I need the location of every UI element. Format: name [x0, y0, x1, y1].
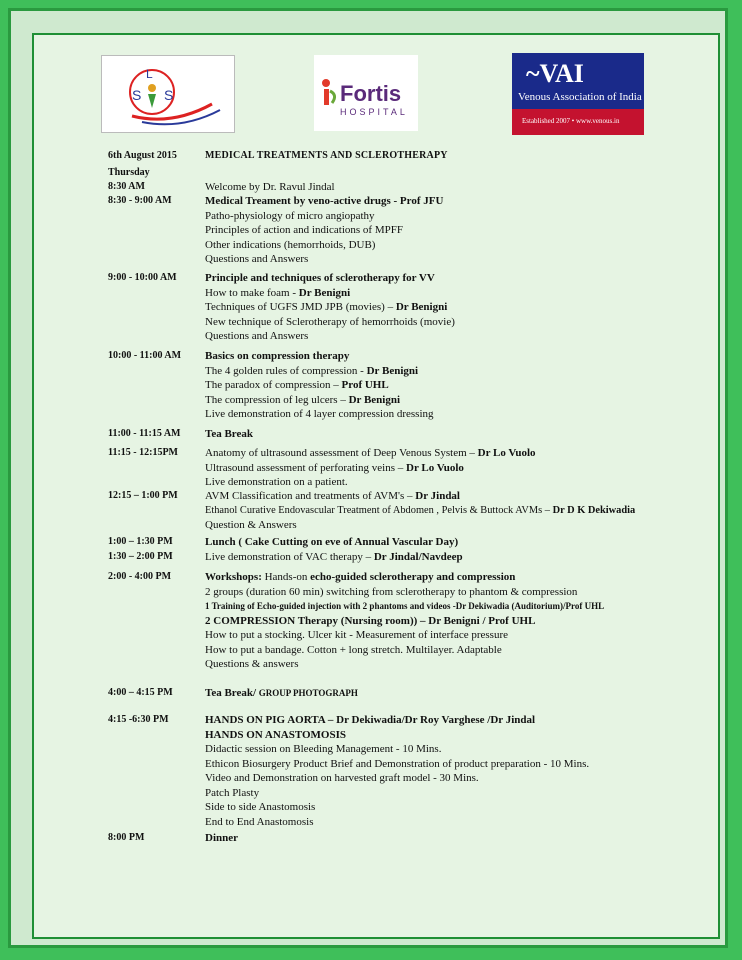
time-slot: 11:15 - 12:15PM [108, 447, 178, 458]
time-slot: 8:30 AM [108, 181, 145, 192]
session-line: Anatomy of ultrasound assessment of Deep Venous System – Dr Lo Vuolo [205, 447, 536, 459]
session-line: Ultrasound assessment of perforating veins – Dr Lo Vuolo [205, 461, 464, 474]
time-slot: 11:00 - 11:15 AM [108, 428, 181, 439]
session-lines [205, 713, 589, 829]
time-slot: 4:00 – 4:15 PM [108, 687, 173, 698]
time-slot: 8:00 PM [108, 832, 145, 843]
fortis-subtitle: HOSPITAL [340, 107, 408, 117]
speaker-name: Dr Benigni [298, 286, 351, 299]
time-slot: 2:00 - 4:00 PM [108, 571, 172, 582]
event-day: Thursday [108, 167, 150, 178]
fortis-logo [314, 55, 418, 131]
session-lines [205, 427, 253, 442]
speaker-name: Dr Lo Vuolo [477, 447, 536, 459]
speaker-name: Dr Benigni [348, 393, 401, 406]
session-line: Question & Answers [205, 519, 297, 531]
time-slot: 1:00 – 1:30 PM [108, 536, 173, 547]
session-heading: Principle and techniques of sclerotherapy for VV [205, 272, 435, 284]
event-date: 6th August 2015 [108, 150, 177, 161]
session-lines [205, 570, 604, 672]
session-lines [205, 535, 458, 550]
session-line: How to make foam - Dr Benigni [205, 286, 351, 299]
speaker-name: Dr Benigni [366, 364, 419, 377]
session-line: Patch Plasty [205, 786, 260, 799]
speaker-name: Dr Lo Vuolo [406, 461, 464, 474]
session-heading: Medical Treament by veno-active drugs - Prof JFU [205, 195, 444, 207]
session-heading: Tea Break/ GROUP PHOTOGRAPH [205, 687, 358, 699]
session-line: New technique of Sclerotherapy of hemorrhoids (movie) [205, 315, 455, 328]
session-line: Questions and Answers [205, 253, 309, 265]
session-line: How to put a stocking. Ulcer kit - Measurement of interface pressure [205, 629, 509, 641]
session-lines [205, 489, 635, 533]
session-line: Patho-physiology of micro angiopathy [205, 209, 375, 222]
vai-name: Venous Association of India [518, 91, 642, 103]
session-line: Questions & answers [205, 658, 299, 670]
page-border [8, 8, 728, 948]
session-heading: Tea Break [205, 428, 253, 440]
session-line: End to End Anastomosis [205, 815, 314, 828]
session-heading: Dinner [205, 832, 238, 844]
fortis-flame-icon [318, 77, 342, 107]
session-line: 1 Training of Echo-guided injection with 2 phantoms and videos -Dr Dekiwadia (Auditorium)/Prof UHL [205, 601, 605, 611]
session-lines [205, 194, 443, 267]
lsis-logo-icon [102, 56, 235, 133]
session-line: Questions and Answers [205, 330, 309, 342]
session-line: 2 COMPRESSION Therapy (Nursing room)) – Dr Benigni / Prof UHL [205, 614, 536, 627]
session-lines [205, 446, 536, 490]
lsis-letter-s1: S [132, 87, 142, 103]
session-lines [205, 180, 335, 195]
session-heading: Basics on compression therapy [205, 350, 350, 362]
session-line: Video and Demonstration on harvested graft model - 30 Mins. [205, 772, 479, 784]
session-line: Principles of action and indications of MPFF [205, 224, 403, 236]
lsis-letter-l: L [146, 67, 153, 81]
speaker-name: Dr D K Dekiwadia [552, 504, 636, 516]
session-lines [205, 349, 434, 422]
time-slot: 1:30 – 2:00 PM [108, 551, 173, 562]
lsis-logo [101, 55, 235, 133]
session-line: AVM Classification and treatments of AVM's – Dr Jindal [205, 490, 460, 502]
session-line: Welcome by Dr. Ravul Jindal [205, 181, 335, 193]
session-line: The paradox of compression – Prof UHL [205, 379, 389, 391]
document-page [32, 33, 720, 939]
time-slot: 12:15 – 1:00 PM [108, 490, 178, 501]
session-lines [205, 686, 358, 701]
vai-established: Established 2007 • www.venous.in [522, 117, 620, 125]
session-line: The compression of leg ulcers – Dr Benigni [205, 393, 401, 406]
session-lines [205, 831, 238, 846]
session-line: 2 groups (duration 60 min) switching from sclerotherapy to phantom & compression [205, 585, 578, 598]
time-slot: 10:00 - 11:00 AM [108, 350, 182, 361]
vai-logo [512, 53, 644, 135]
session-heading: Lunch ( Cake Cutting on eve of Annual Vascular Day) [205, 536, 459, 548]
speaker-name: Prof UHL [341, 379, 389, 391]
speaker-name: Dr Jindal [415, 490, 460, 502]
session-line: Live demonstration of 4 layer compression dressing [205, 408, 434, 420]
time-slot: 9:00 - 10:00 AM [108, 272, 177, 283]
session-line: How to put a bandage. Cotton + long stretch. Multilayer. Adaptable [205, 643, 502, 656]
session-line: Techniques of UGFS JMD JPB (movies) – Dr Benigni [205, 301, 448, 313]
fortis-wordmark: Fortis [340, 81, 402, 106]
vai-wordmark: ~VAI [526, 59, 584, 88]
speaker-name: Dr Jindal/Navdeep [373, 551, 463, 563]
session-line: Didactic session on Bleeding Management - 10 Mins. [205, 743, 442, 755]
session-line: Ethanol Curative Endovascular Treatment of Abdomen , Pelvis & Buttock AVMs – Dr D K Dekiwadia [205, 504, 636, 516]
session-line: Other indications (hemorrhoids, DUB) [205, 238, 376, 251]
lsis-letter-s2: S [164, 87, 174, 103]
session-line: Live demonstration on a patient. [205, 476, 348, 488]
session-line: Live demonstration of VAC therapy – Dr Jindal/Navdeep [205, 551, 463, 563]
session-heading: HANDS ON PIG AORTA – Dr Dekiwadia/Dr Roy Varghese /Dr Jindal [205, 714, 536, 726]
session-lines [205, 550, 463, 565]
time-slot: 4:15 -6:30 PM [108, 714, 169, 725]
time-slot: 8:30 - 9:00 AM [108, 195, 172, 206]
session-heading: HANDS ON ANASTOMOSIS [205, 728, 346, 741]
session-line: Side to side Anastomosis [205, 801, 316, 813]
speaker-name: Dr Benigni [395, 301, 448, 313]
session-heading: Workshops: Hands-on echo-guided sclerotherapy and compression [205, 571, 516, 583]
session-line: The 4 golden rules of compression - Dr Benigni [205, 364, 419, 377]
session-lines [205, 271, 455, 344]
session-line: Ethicon Biosurgery Product Brief and Demonstration of product preparation - 10 Mins. [205, 757, 590, 770]
session-title: MEDICAL TREATMENTS AND SCLEROTHERAPY [205, 150, 448, 161]
